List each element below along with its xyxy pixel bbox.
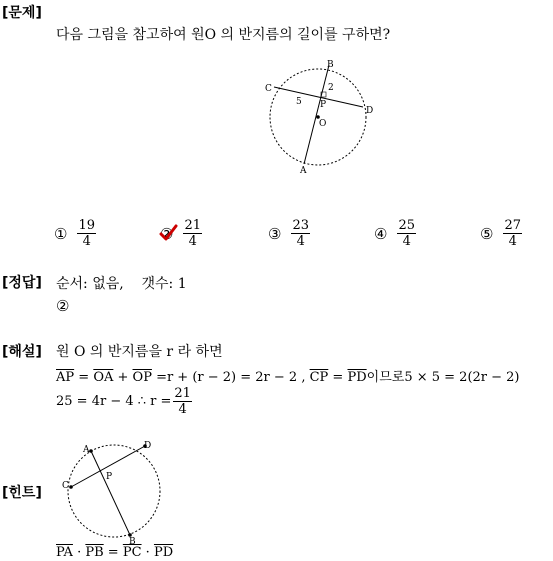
option-marker: ② (160, 225, 173, 243)
answer-tag: [정답] (2, 275, 42, 291)
problem-tag: [문제] (2, 5, 42, 21)
problem-label-d: D (366, 106, 374, 116)
option-fraction: $\frac{27}{4}$ (504, 218, 521, 249)
problem-length-2: 2 (328, 83, 334, 93)
option-4[interactable] (374, 218, 416, 249)
hint-label-a: A (83, 445, 90, 455)
hint-label-d: D (144, 441, 152, 451)
problem-question: 다음 그림을 참고하여 원O 의 반지름의 길이를 구하면? (56, 27, 391, 43)
option-marker: ③ (268, 224, 282, 243)
hint-tag: [힌트] (2, 485, 42, 501)
problem-label-b: B (327, 60, 334, 70)
hint-formula: $\overline{PA} \cdot \overline{PB} = \overline{PC} \cdot \overline{PD}$ (56, 545, 174, 560)
option-fraction: $\frac{19}{4}$ (78, 218, 95, 249)
option-1[interactable] (54, 218, 96, 249)
option-2[interactable] (160, 218, 202, 249)
option-marker: ① (54, 224, 68, 243)
option-fraction: $\frac{21}{4}$ (184, 218, 201, 249)
solution-fraction: $\frac{21}{4}$ (174, 386, 191, 417)
option-3[interactable] (268, 218, 310, 249)
option-marker: ④ (374, 224, 388, 243)
option-fraction: $\frac{23}{4}$ (292, 218, 309, 249)
answer-line-1: 순서: 없음, 갯수: 1 (56, 276, 187, 292)
solution-line-1: 원 O 의 반지름을 r 라 하면 (56, 344, 223, 360)
hint-label-p: P (106, 472, 113, 482)
check-mark-icon (158, 223, 178, 243)
option-marker: ⑤ (480, 224, 494, 243)
problem-label-p: P (320, 100, 327, 110)
solution-line-2: $\overline{AP} = \overline{OA} + \overline{OP} =r + (r - 2) = 2r - 2$ , $\overline{CP} = \overline{PD}$이므로5 × 5 = 2(2r − 2) (56, 370, 520, 385)
hint-label-b: B (129, 537, 136, 544)
option-fraction: $\frac{25}{4}$ (398, 218, 415, 249)
problem-label-o: O (319, 119, 327, 129)
problem-label-a: A (300, 166, 307, 176)
problem-length-5: 5 (296, 97, 302, 107)
problem-label-c: C (265, 84, 272, 94)
hint-label-c: C (62, 481, 69, 491)
problem-figure (262, 56, 382, 178)
solution-tag: [해설] (2, 344, 42, 360)
hint-figure (58, 436, 170, 544)
answer-line-2: ② (56, 297, 70, 315)
option-5[interactable] (480, 218, 522, 249)
solution-line-3: 25 = 4r − 4 ∴ r = $\frac{21}{4}$ (56, 386, 191, 417)
